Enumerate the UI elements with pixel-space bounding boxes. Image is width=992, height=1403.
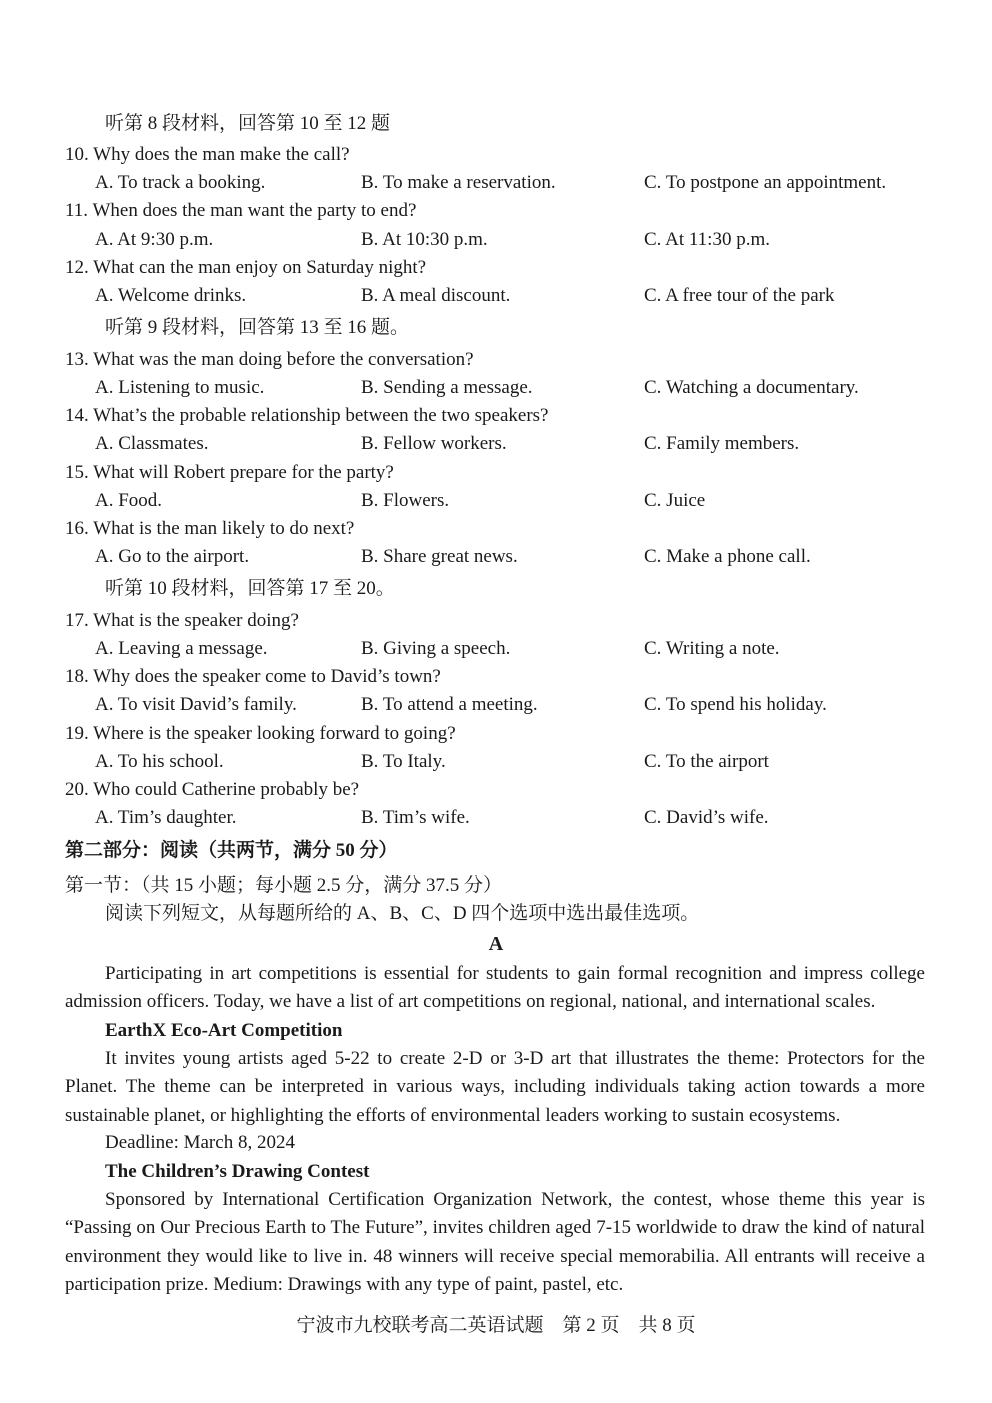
question-11: 11. When does the man want the party to end? bbox=[65, 200, 417, 221]
passage-intro: Participating in art competitions is essential for students to gain formal recognition and impress college admission officers. Today, we have a list of art competitions on regional, national, and international scales. bbox=[65, 963, 925, 1013]
reading-instruction: 阅读下列短文，从每题所给的 A、B、C、D 四个选项中选出最佳选项。 bbox=[105, 903, 700, 924]
option-a: A. Welcome drinks. bbox=[95, 285, 247, 306]
competition-2-body: Sponsored by International Certification Organization Network, the contest, whose theme this year is “Passing on Our Precious Earth to The Future”, invites children aged 7-15 worldwide to draw the kind of natural environment they would like to live in. 48 winners will receive special memorabilia. All entrants will receive a participation prize. Medium: Drawings with any type of paint, pastel, etc. bbox=[65, 1189, 925, 1295]
option-b: B. Flowers. bbox=[361, 490, 450, 511]
question-19: 19. Where is the speaker looking forward to going? bbox=[65, 723, 456, 744]
option-b: B. To attend a meeting. bbox=[361, 694, 538, 715]
question-13: 13. What was the man doing before the conversation? bbox=[65, 349, 474, 370]
option-b: B. A meal discount. bbox=[361, 285, 511, 306]
part-two-title: 第二部分：阅读（共两节，满分 50 分） bbox=[65, 840, 398, 861]
option-c: C. David’s wife. bbox=[644, 807, 769, 828]
option-c: C. Writing a note. bbox=[644, 638, 780, 659]
option-a: A. Classmates. bbox=[95, 433, 209, 454]
section-one-title: 第一节：（共 15 小题；每小题 2.5 分，满分 37.5 分） bbox=[65, 875, 503, 896]
competition-1-deadline: Deadline: March 8, 2024 bbox=[105, 1132, 295, 1153]
competition-1-title: EarthX Eco-Art Competition bbox=[105, 1020, 343, 1041]
option-c: C. A free tour of the park bbox=[644, 285, 835, 306]
option-a: A. To visit David’s family. bbox=[95, 694, 297, 715]
option-a: A. Food. bbox=[95, 490, 163, 511]
page-footer: 宁波市九校联考高二英语试题 第 2 页 共 8 页 bbox=[296, 1315, 696, 1336]
option-b: B. At 10:30 p.m. bbox=[361, 229, 488, 250]
option-a: A. To track a booking. bbox=[95, 172, 266, 193]
competition-1-body: It invites young artists aged 5-22 to create 2-D or 3-D art that illustrates the theme: Protectors for the Planet. The theme can be interpreted in various ways, including individuals taking action towards a more sustainable planet, or highlighting the efforts of environmental leaders working to sustain ecosystems. bbox=[65, 1048, 925, 1126]
option-a: A. Tim’s daughter. bbox=[95, 807, 237, 828]
option-c: C. Family members. bbox=[644, 433, 800, 454]
option-b: B. Share great news. bbox=[361, 546, 518, 567]
option-a: A. Listening to music. bbox=[95, 377, 265, 398]
listening-section-8-header: 听第 8 段材料，回答第 10 至 12 题 bbox=[105, 113, 391, 134]
option-c: C. Juice bbox=[644, 490, 706, 511]
competition-2-title: The Children’s Drawing Contest bbox=[105, 1161, 370, 1182]
listening-section-10-header: 听第 10 段材料，回答第 17 至 20。 bbox=[105, 578, 395, 599]
option-b: B. To make a reservation. bbox=[361, 172, 556, 193]
option-b: B. Tim’s wife. bbox=[361, 807, 470, 828]
option-c: C. To the airport bbox=[644, 751, 769, 772]
question-10: 10. Why does the man make the call? bbox=[65, 144, 350, 165]
option-c: C. To postpone an appointment. bbox=[644, 172, 887, 193]
question-16: 16. What is the man likely to do next? bbox=[65, 518, 355, 539]
option-c: C. To spend his holiday. bbox=[644, 694, 827, 715]
option-b: B. To Italy. bbox=[361, 751, 446, 772]
option-a: A. To his school. bbox=[95, 751, 224, 772]
question-15: 15. What will Robert prepare for the party? bbox=[65, 462, 394, 483]
option-a: A. Leaving a message. bbox=[95, 638, 268, 659]
option-b: B. Giving a speech. bbox=[361, 638, 511, 659]
question-20: 20. Who could Catherine probably be? bbox=[65, 779, 360, 800]
question-17: 17. What is the speaker doing? bbox=[65, 610, 299, 631]
option-a: A. At 9:30 p.m. bbox=[95, 229, 214, 250]
question-18: 18. Why does the speaker come to David’s town? bbox=[65, 666, 441, 687]
question-12: 12. What can the man enjoy on Saturday night? bbox=[65, 257, 427, 278]
listening-section-9-header: 听第 9 段材料，回答第 13 至 16 题。 bbox=[105, 317, 410, 338]
option-c: C. Watching a documentary. bbox=[644, 377, 859, 398]
option-b: B. Sending a message. bbox=[361, 377, 533, 398]
passage-label: A bbox=[488, 933, 504, 955]
option-b: B. Fellow workers. bbox=[361, 433, 507, 454]
option-c: C. At 11:30 p.m. bbox=[644, 229, 770, 250]
question-14: 14. What’s the probable relationship between the two speakers? bbox=[65, 405, 549, 426]
option-a: A. Go to the airport. bbox=[95, 546, 250, 567]
option-c: C. Make a phone call. bbox=[644, 546, 811, 567]
